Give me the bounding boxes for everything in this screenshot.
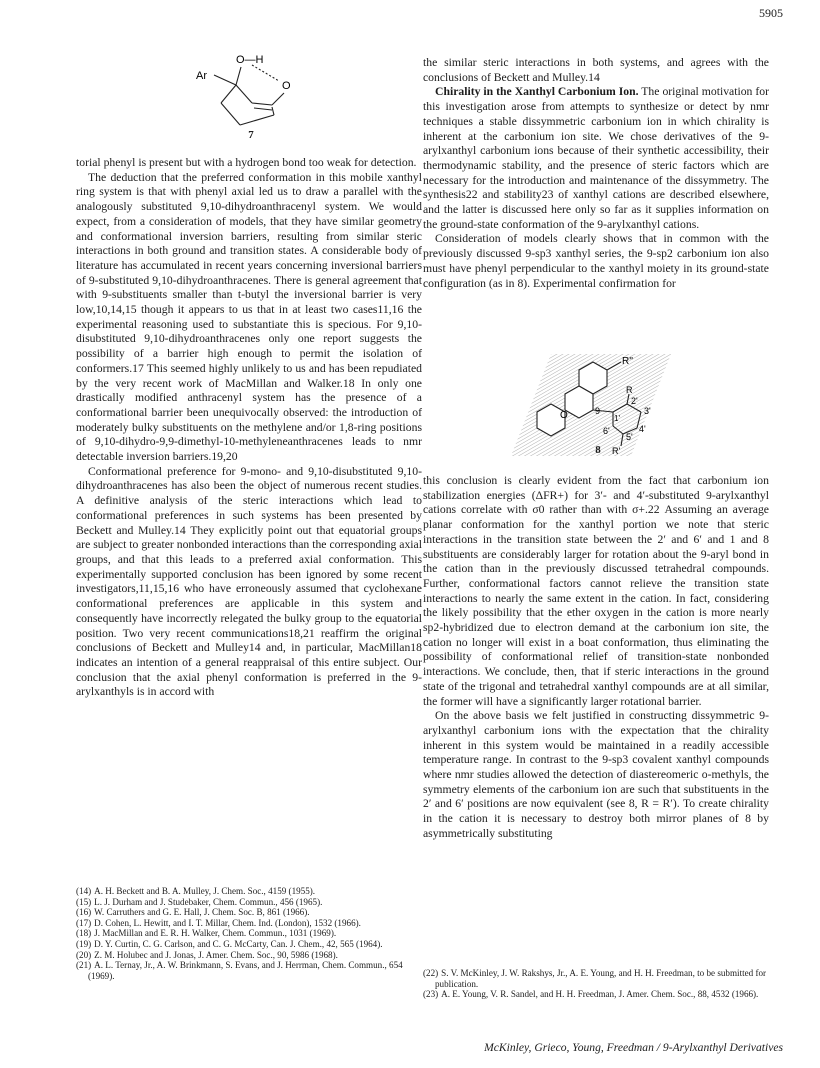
reference-text: A. H. Beckett and B. A. Mulley, J. Chem. Soc., 4159 (1955). (94, 886, 316, 896)
right-body-text (423, 474, 769, 842)
reference-number: (20) (76, 949, 92, 960)
reference-number: (16) (76, 907, 92, 918)
fig8-atom-4: 4' (639, 424, 646, 434)
structure-8-drawing (423, 348, 769, 458)
fig8-atom-6: 6' (603, 426, 610, 436)
figure-8 (423, 348, 769, 468)
fig7-atom-oh: O—H (236, 54, 264, 66)
fig8-atom-5: 5' (626, 432, 633, 442)
paragraph: The deduction that the preferred conformation in this mobile xanthyl ring system is that with phenyl axial led us to draw a parallel with the analogously substituted 9,10-dihydroanthracenyl system. We would expect, from a consideration of models, that they have similar geometry and conformational inversion barriers, resulting from similar steric interactions in both ground and transition states. A considerable body of literature has accumulated in recent years concerning inversional barriers of 9-substituted 9,10-dihydroanthracenes. There is general agreement that with 9-substituents smaller than t-butyl the inversional barrier is very low,10,14,15 though it appears to us that in at least two cases11,16 the experimental reasoning used to substantiate this is specious. For 9,10-disubstituted 9,10-dihydroanthracenes only one report suggests the possibility of a barrier high enough to permit the isolation of conformers.17 This seemed highly unlikely to us and has been repudiated by the very recent work of MacMillan and Walker.18 In only one drastically modified anthracenyl system has the presence of a conformational barrier been unequivocally observed: the introduction of moderately bulky substituents on the methylene and/or 1,8-ring positions of 9,10-dihydro-9,9-dimethyl-10-methyleneanthracenes leads to nmr detectable inversion barriers.19,20 (76, 170, 422, 464)
left-body-text (76, 156, 422, 700)
reference-number: (15) (76, 896, 92, 907)
reference-number: (17) (76, 917, 92, 928)
paragraph: On the above basis we felt justified in constructing dissymmetric 9-arylxanthyl carbonium ions with the expectation that the chirality inherent in this system would be maintained in a readily accessible temperature range. In contrast to the 9-sp3 covalent xanthyl compounds where nmr studies allowed the detection of diastereomeric o-methyls, the symmetry elements of the carbonium ion are such that substituents in the 2′ and 6′ positions are now equivalent (see 8, R = R′). To create chirality in the cation it is necessary to destroy both mirror planes of 8 by asymmetrically substituting (423, 709, 769, 840)
reference-item (76, 950, 422, 961)
running-footer: McKinley, Grieco, Young, Freedman / 9-Arylxanthyl Derivatives (484, 1041, 783, 1054)
reference-number: (14) (76, 886, 92, 896)
reference-text: A. E. Young, V. R. Sandel, and H. H. Freedman, J. Amer. Chem. Soc., 88, 4532 (1966). (441, 989, 759, 1000)
reference-number: (22) (423, 968, 439, 978)
figure-7 (76, 45, 422, 155)
paragraph: Conformational preference for 9-mono- and 9,10-disubstituted 9,10-dihydroanthracenes has also been the object of numerous recent studies. A definitive analysis of the steric interactions which lead to conformational preferences in such systems has been presented by Beckett and Mulley.14 They explicitly point out that equatorial groups are subject to greater nonbonded interactions than the corresponding axial groups, and that this leads to a preferred axial conformation. This experimentally supported conclusion has been ignored by some recent investigators,11,15,16 who have erroneously assumed that cyclohexane conformational preferences are applicable in this system and consequently have incorrectly relegated the bulky group to the equatorial position. Two very recent communications18,21 reaffirm the original conclusions of Beckett and Mulley14 and, in particular, MacMillan18 indicates an intention of a general reappraisal of this entire subject. Our conclusion that the axial phenyl conformation is preferred in the 9-arylxanthyls is in accord with (76, 464, 422, 699)
paragraph: Consideration of models clearly shows that in common with the previously discussed 9-sp3 xanthyl series, the 9-sp2 carbonium ion also must have phenyl perpendicular to the xanthyl moiety in its ground-state configuration (as in 8). Experimental confirmation for (423, 232, 769, 290)
reference-text: D. Y. Curtin, C. G. Carlson, and C. G. McCarty, Can. J. Chem., 42, 565 (1964). (94, 938, 383, 949)
fig8-atom-r-top: R'' (622, 356, 634, 367)
paragraph: torial phenyl is present but with a hydrogen bond too weak for detection. (76, 156, 417, 169)
reference-number: (23) (423, 989, 439, 1000)
right-top-text (423, 56, 769, 291)
fig7-atom-o: O (282, 80, 291, 92)
reference-item (76, 907, 422, 918)
figure-7-label: 7 (248, 129, 254, 141)
reference-item (76, 918, 422, 929)
figure-8-label: 8 (595, 444, 601, 456)
paragraph: the similar steric interactions in both systems, and agrees with the conclusions of Beckett and Mulley.14 (423, 56, 769, 84)
fig8-atom-9: 9 (595, 406, 601, 416)
section-heading: Chirality in the Xanthyl Carbonium Ion. (435, 85, 639, 99)
page-number: 5905 (759, 6, 783, 20)
reference-text: A. L. Ternay, Jr., A. W. Brinkmann, S. Evans, and J. Herrman, Chem. Commun., 654 (1969). (88, 960, 403, 981)
paragraph: this conclusion is clearly evident from the fact that carbonium ion stabilization energies (ΔFR+) for 3′- and 4′-substituted 9-arylxanthyl cations correlate with σ0 rather than with σ+.22 Assuming an average planar conformation for the xanthyl portion we note that steric interactions in the transition state between the 2′ and 6′ and 1 and 8 substituents are considerably larger for rotation about the 9-aryl bond in the cation than in the previously discussed tetrahedral compounds. Further, conformational factors cannot relieve the transition state interactions to nearly the same extent in the cation. In fact, considering the likely possibility that the ether oxygen in the cation is more nearly sp2-hybridized due to electron demand at the carbonium ion site, the cation no longer will exist in a boat conformation, thus eliminating the possibility of conformational relief of transition-state nonbonded interactions. We conclude, then, that if steric interactions in the ground state of the trigonal and tetrahedral xanthyl compounds are at all similar, the former will have a significantly larger rotational barrier. (423, 474, 769, 708)
reference-number: (19) (76, 938, 92, 949)
reference-item (423, 968, 769, 989)
reference-text: L. J. Durham and J. Studebaker, Chem. Commun., 456 (1965). (94, 896, 323, 907)
fig7-atom-ar: Ar (196, 70, 207, 82)
fig8-atom-1: 1' (614, 414, 620, 423)
reference-text: Z. M. Holubec and J. Jonas, J. Amer. Chem. Soc., 90, 5986 (1968). (94, 949, 338, 960)
section-paragraph (423, 85, 769, 232)
section-paragraph-text: The original motivation for this investigation arose from attempts to synthesize or detect by nmr techniques a stable dissymmetric carbonium ion in which chirality is inherent at the carbonium ion site. We chose derivatives of the 9-arylxanthyl carbonium ions because of their synthetic accessibility, their thermodynamic stability, and the presence of steric factors which are necessary for the introduction and maintenance of the dissymmetry. The synthesis22 and stability23 of xanthyl cations are described elsewhere, and the latter is discussed here only so far as it supplies information on the ground-state conformation of the 9-arylxanthyl cations. (423, 85, 770, 231)
left-references (76, 886, 422, 981)
fig8-atom-r: R (626, 385, 633, 395)
fig8-atom-2: 2' (631, 396, 638, 406)
reference-text: S. V. McKinley, J. W. Rakshys, Jr., A. E. Young, and H. H. Freedman, to be submitted for publication. (435, 968, 767, 989)
reference-text: W. Carruthers and G. E. Hall, J. Chem. Soc. B, 861 (1966). (94, 907, 310, 918)
reference-text: D. Cohen, L. Hewitt, and I. T. Millar, Chem. Ind. (London), 1532 (1966). (94, 917, 361, 928)
fig8-atom-3: 3' (644, 406, 651, 416)
reference-text: J. MacMillan and E. R. H. Walker, Chem. Commun., 1031 (1969). (94, 928, 337, 939)
fig8-atom-o: O (560, 410, 568, 421)
reference-item (76, 897, 422, 908)
right-references (423, 968, 769, 1000)
reference-number: (21) (76, 960, 92, 971)
reference-item (76, 886, 422, 897)
reference-item (423, 989, 769, 1000)
reference-item (76, 960, 422, 981)
reference-item (76, 939, 422, 950)
reference-item (76, 928, 422, 939)
reference-number: (18) (76, 928, 92, 939)
fig8-atom-r-prime: R' (612, 446, 621, 456)
